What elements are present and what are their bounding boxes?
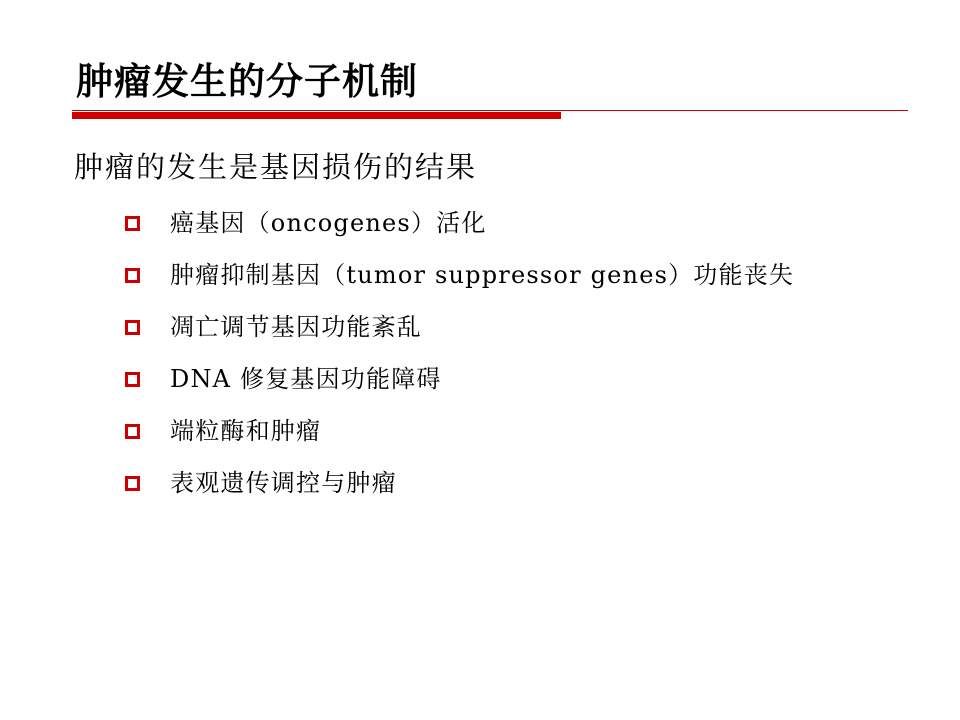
bullet-text-epigenetics: 表观遗传调控与肿瘤 [170, 469, 397, 497]
square-bullet-icon [125, 216, 140, 231]
bullet-item [125, 301, 794, 353]
square-bullet-icon [125, 424, 140, 439]
slide-heading: 肿瘤的发生是基因损伤的结果 [74, 150, 478, 184]
bullet-list [125, 197, 794, 509]
bullet-text-telomerase: 端粒酶和肿瘤 [170, 417, 322, 445]
bullet-item [125, 353, 794, 405]
bullet-item [125, 249, 794, 301]
title-rule-thin [72, 110, 908, 111]
bullet-item [125, 457, 794, 509]
bullet-text-tumor-suppressor: 肿瘤抑制基因（tumor suppressor genes）功能丧失 [170, 261, 795, 289]
square-bullet-icon [125, 476, 140, 491]
bullet-item [125, 197, 794, 249]
square-bullet-icon [125, 320, 140, 335]
bullet-text-dna-repair: DNA 修复基因功能障碍 [170, 365, 442, 393]
bullet-text-oncogenes: 癌基因（oncogenes）活化 [170, 209, 487, 237]
square-bullet-icon [125, 268, 140, 283]
title-rule-thick [72, 112, 561, 119]
slide-title: 肿瘤发生的分子机制 [76, 60, 418, 103]
square-bullet-icon [125, 372, 140, 387]
bullet-text-apoptosis: 凋亡调节基因功能紊乱 [170, 313, 422, 341]
bullet-item [125, 405, 794, 457]
